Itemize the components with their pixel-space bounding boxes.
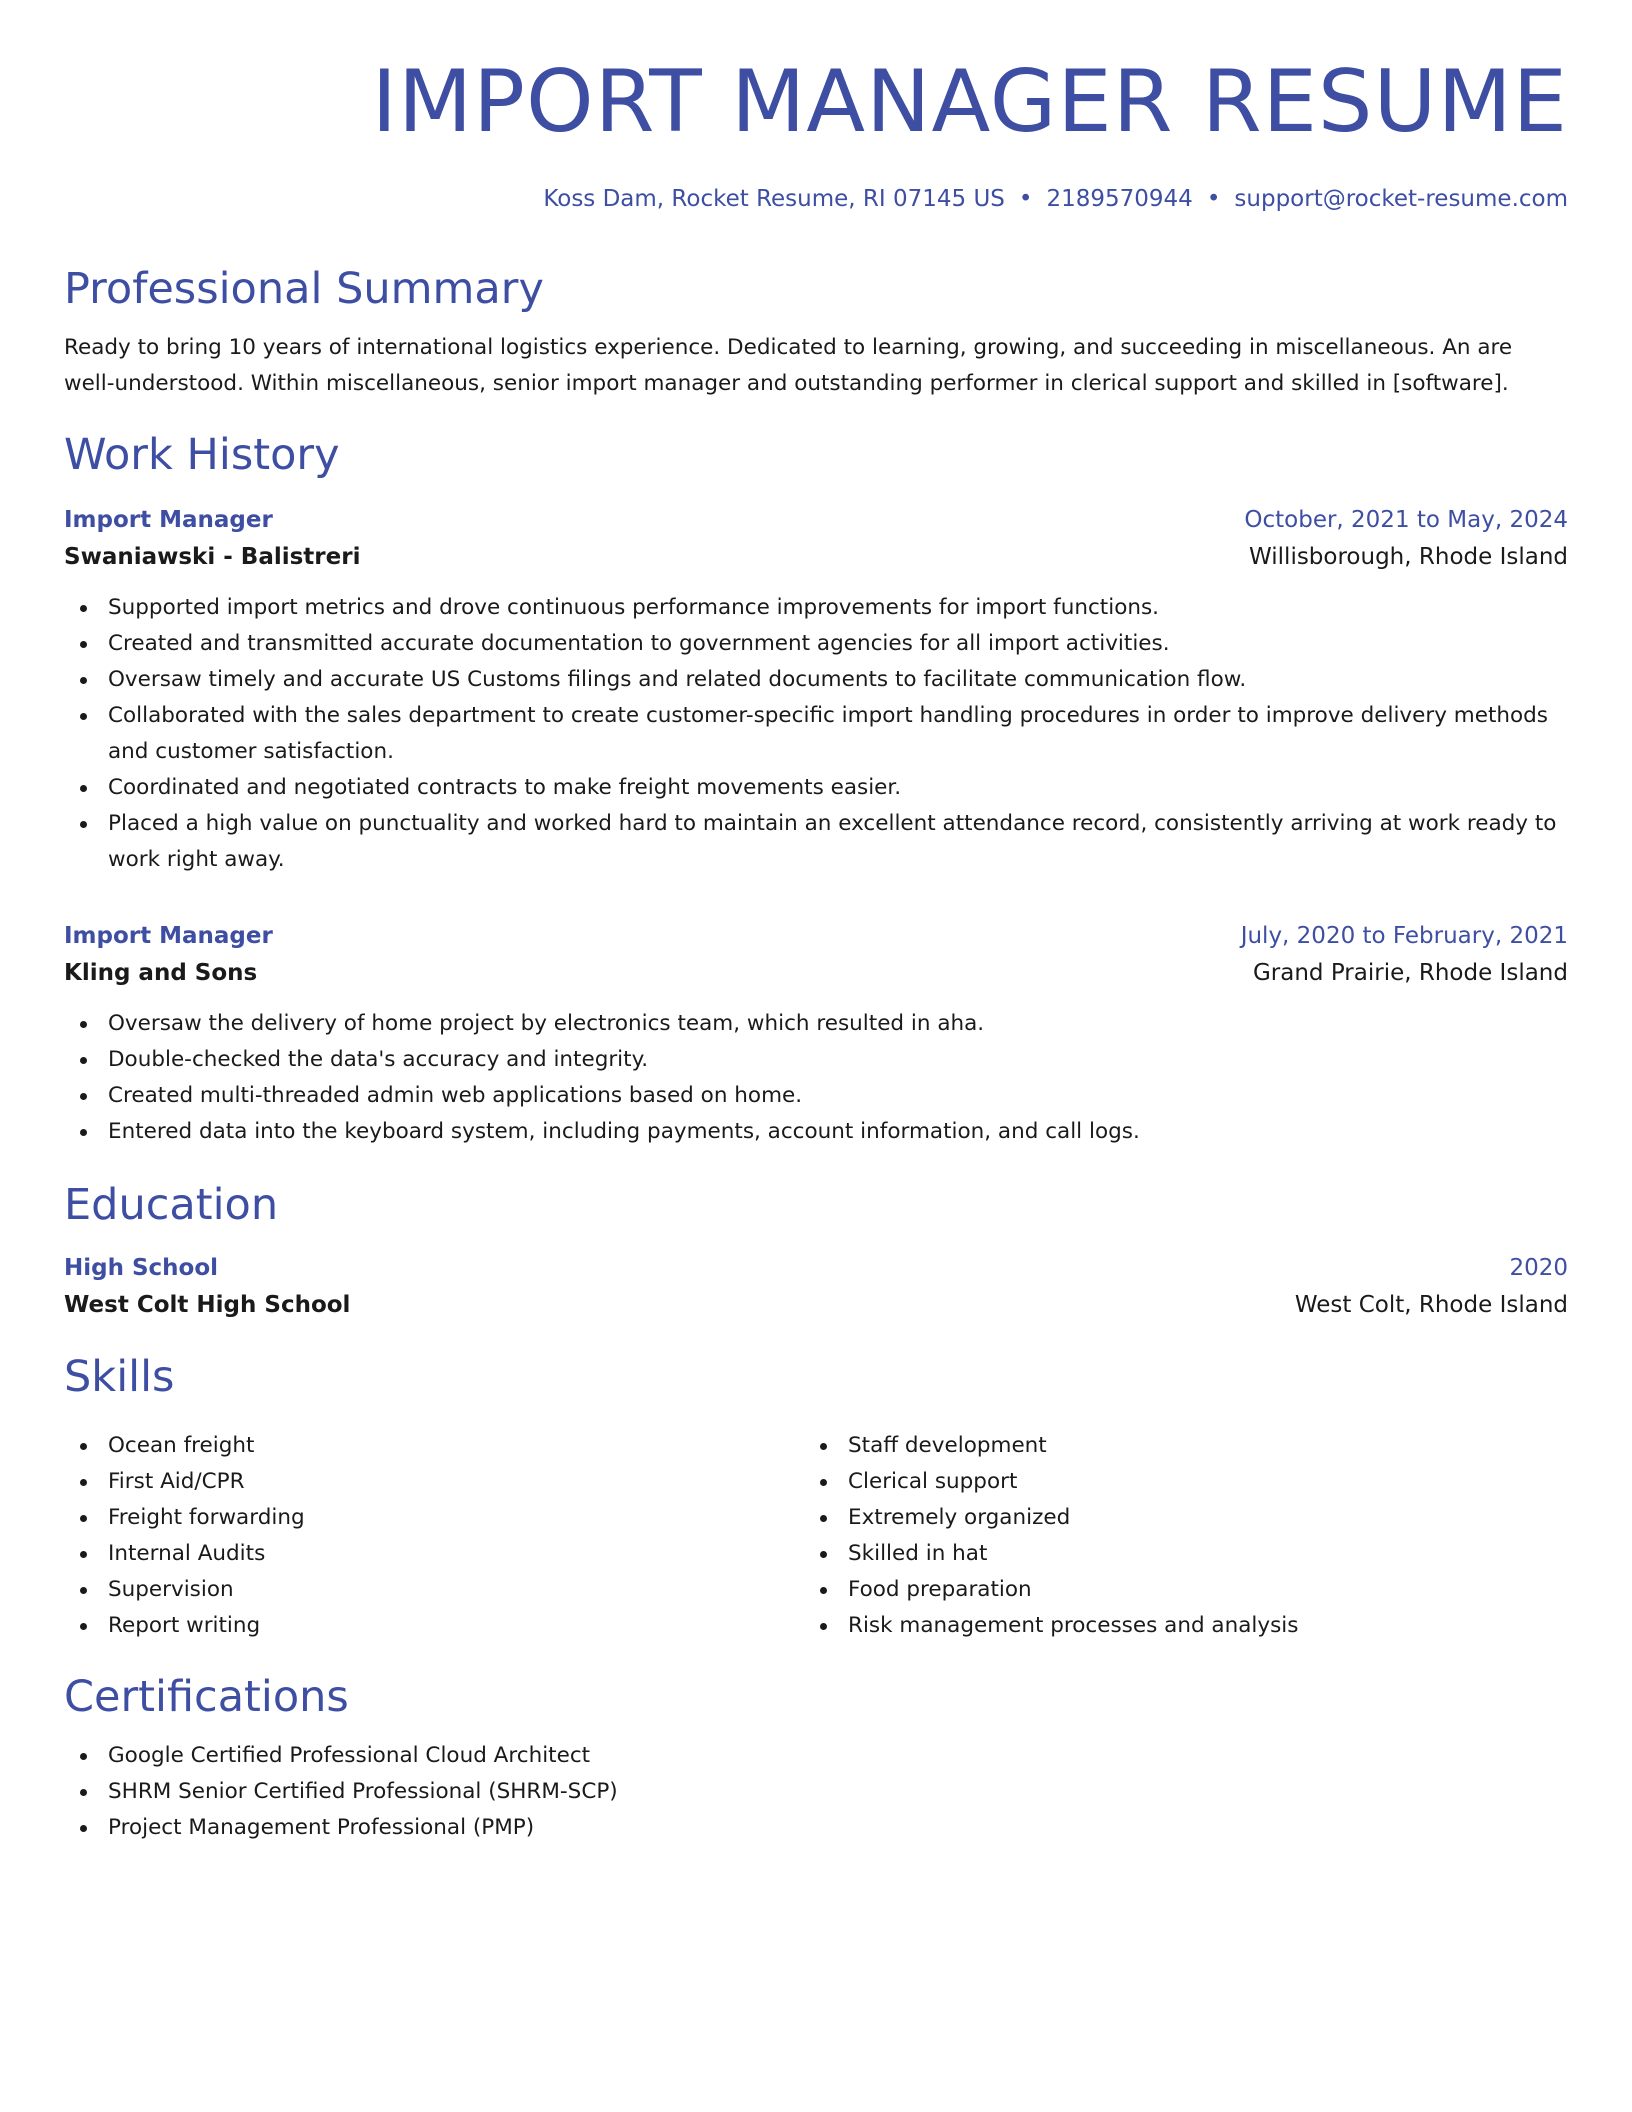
section-heading-work-history: Work History: [64, 430, 340, 480]
skill-item: First Aid/CPR: [64, 1464, 804, 1500]
list-item: Placed a high value on punctuality and worked hard to maintain an excellent attendance record, consistently arriving at work ready to work right away.: [64, 806, 1568, 878]
job-company: Kling and Sons: [64, 960, 258, 986]
resume-title: IMPORT MANAGER RESUME: [371, 52, 1568, 152]
skill-item: Clerical support: [804, 1464, 1544, 1500]
skill-item: Staff development: [804, 1428, 1544, 1464]
list-item: Double-checked the data's accuracy and integrity.: [64, 1042, 1568, 1078]
job-location: Willisborough, Rhode Island: [1249, 544, 1568, 570]
skill-item: Internal Audits: [64, 1536, 804, 1572]
section-heading-skills: Skills: [64, 1352, 175, 1402]
skill-item: Freight forwarding: [64, 1500, 804, 1536]
job-dates: October, 2021 to May, 2024: [1244, 507, 1568, 533]
skills-right-list: [804, 1428, 1544, 1644]
section-heading-certifications: Certifications: [64, 1672, 349, 1722]
certifications-list: [64, 1738, 1568, 1846]
list-item: Created and transmitted accurate documentation to government agencies for all import activities.: [64, 626, 1568, 662]
skills-left-list: [64, 1428, 804, 1644]
contact-phone: 2189570944: [1046, 186, 1193, 212]
list-item: Created multi-threaded admin web applications based on home.: [64, 1078, 1568, 1114]
skill-item: Food preparation: [804, 1572, 1544, 1608]
certification-item: Google Certified Professional Cloud Architect: [64, 1738, 1568, 1774]
education-entry: [64, 1250, 1568, 1324]
job-role: Import Manager: [64, 923, 273, 949]
contact-address: Koss Dam, Rocket Resume, RI 07145 US: [543, 186, 1005, 212]
list-item: Collaborated with the sales department to create customer-specific import handling procedures in order to improve delivery methods and customer satisfaction.: [64, 698, 1568, 770]
job-role: Import Manager: [64, 507, 273, 533]
contact-separator: •: [1206, 186, 1221, 212]
skill-item: Extremely organized: [804, 1500, 1544, 1536]
education-degree: High School: [64, 1255, 219, 1281]
certification-item: SHRM Senior Certified Professional (SHRM-SCP): [64, 1774, 1568, 1810]
contact-line: [64, 184, 1568, 214]
job-entry: [64, 502, 1568, 878]
skill-item: Skilled in hat: [804, 1536, 1544, 1572]
section-heading-summary: Professional Summary: [64, 264, 544, 314]
education-location: West Colt, Rhode Island: [1294, 1292, 1568, 1318]
education-year: 2020: [1509, 1255, 1568, 1281]
job-bullets: [64, 1006, 1568, 1150]
job-bullets: [64, 590, 1568, 878]
contact-separator: •: [1018, 186, 1033, 212]
list-item: Entered data into the keyboard system, including payments, account information, and call logs.: [64, 1114, 1568, 1150]
contact-email[interactable]: support@rocket-resume.com: [1234, 186, 1568, 212]
skill-item: Ocean freight: [64, 1428, 804, 1464]
job-location: Grand Prairie, Rhode Island: [1252, 960, 1568, 986]
certification-item: Project Management Professional (PMP): [64, 1810, 1568, 1846]
skills-columns: [64, 1414, 1568, 1644]
list-item: Oversaw the delivery of home project by electronics team, which resulted in aha.: [64, 1006, 1568, 1042]
skill-item: Risk management processes and analysis: [804, 1608, 1544, 1644]
skill-item: Supervision: [64, 1572, 804, 1608]
list-item: Coordinated and negotiated contracts to make freight movements easier.: [64, 770, 1568, 806]
job-dates: July, 2020 to February, 2021: [1240, 923, 1568, 949]
summary-text: Ready to bring 10 years of international logistics experience. Dedicated to learning, growing, and succeeding in miscellaneous. An are well-understood. Within miscellaneous, senior import manager and outstanding performer in clerical support and skilled in [software].: [64, 335, 1513, 396]
job-company: Swaniawski - Balistreri: [64, 544, 361, 570]
list-item: Supported import metrics and drove continuous performance improvements for import functions.: [64, 590, 1568, 626]
section-heading-education: Education: [64, 1180, 279, 1230]
education-school: West Colt High School: [64, 1292, 351, 1318]
list-item: Oversaw timely and accurate US Customs filings and related documents to facilitate communication flow.: [64, 662, 1568, 698]
skill-item: Report writing: [64, 1608, 804, 1644]
job-entry: [64, 918, 1568, 1150]
